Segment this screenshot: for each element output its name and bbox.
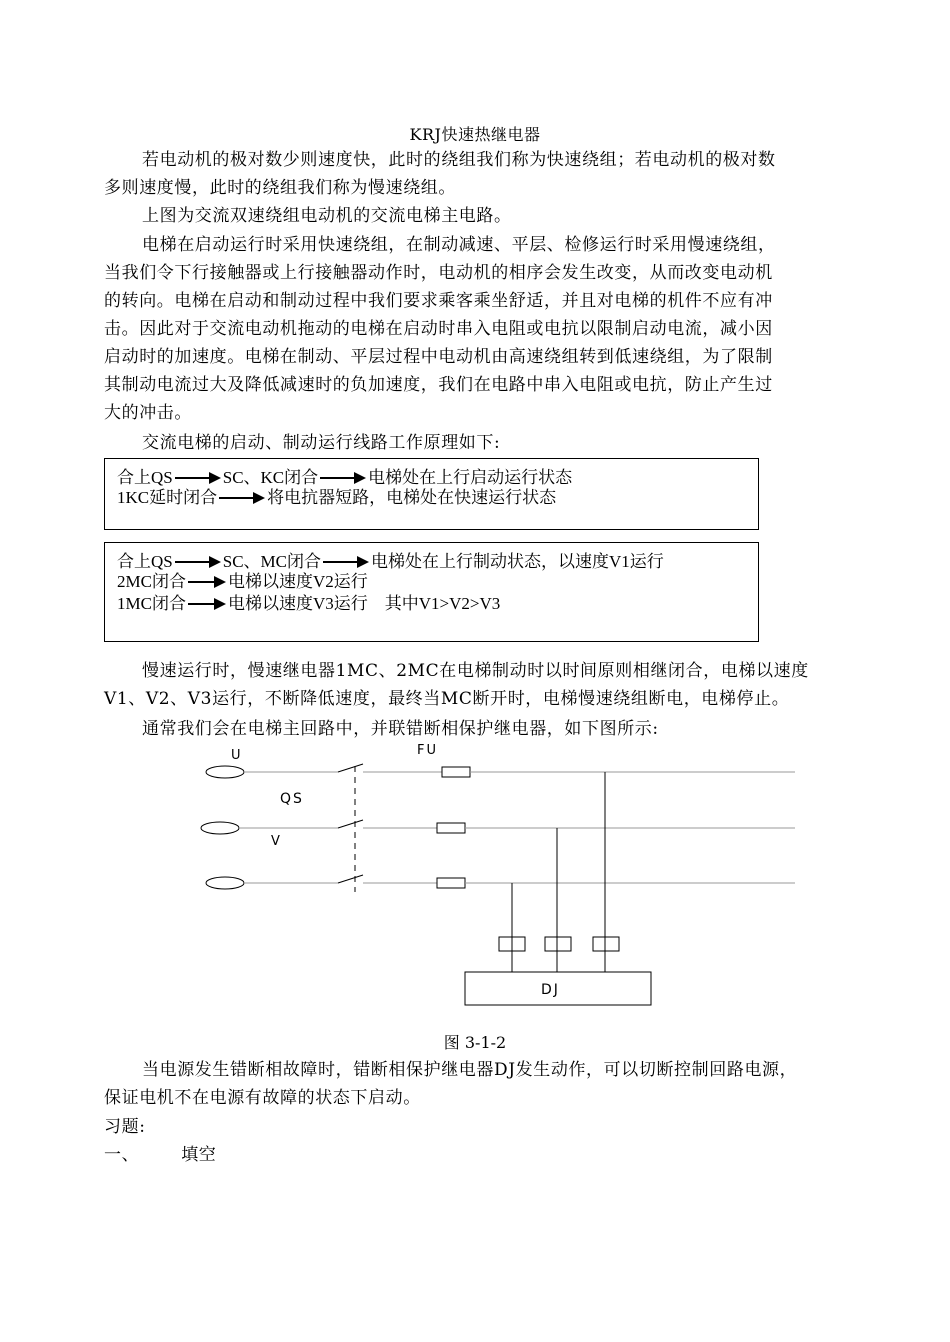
paragraph-fault-action xyxy=(104,1056,856,1112)
paragraph-phase-protection xyxy=(104,715,856,743)
paragraph-line: 通常我们会在电梯主回路中，并联错断相保护继电器，如下图所示: xyxy=(142,719,659,739)
sequence-step: 合上QS xyxy=(117,468,173,488)
protection-element xyxy=(545,937,571,951)
paragraph-line: 保证电机不在电源有故障的状态下启动。 xyxy=(104,1088,421,1108)
label-v: V xyxy=(271,834,280,849)
label-qs: QS xyxy=(280,791,304,807)
paragraph-line: 上图为交流双速绕组电动机的交流电梯主电路。 xyxy=(142,206,512,226)
paragraph-line: 若电动机的极对数少则速度快，此时的绕组我们称为快速绕组；若电动机的极对数 xyxy=(142,150,776,170)
sequence-step: SC、MC闭合 xyxy=(222,552,321,572)
paragraph-line: 的转向。电梯在启动和制动过程中我们要求乘客乘坐舒适，并且对电梯的机件不应有冲 xyxy=(104,291,773,311)
arrow-right-icon xyxy=(323,556,369,568)
paragraph-main-circuit xyxy=(104,202,856,230)
sequence-row xyxy=(117,571,368,591)
sequence-row xyxy=(117,551,664,571)
switch-blade xyxy=(338,764,363,772)
sequence-step: SC、KC闭合 xyxy=(222,468,319,488)
sequence-step: 电梯处在上行制动状态，以速度V1运行 xyxy=(370,552,664,572)
sequence-step: 电梯以速度V3运行 其中V1>V2>V3 xyxy=(227,594,501,614)
section-fill-in xyxy=(104,1141,856,1169)
terminal-w xyxy=(206,877,244,889)
sequence-row xyxy=(117,487,556,507)
switch-blade xyxy=(338,820,363,828)
paragraph-line: 当我们令下行接触器或上行接触器动作时，电动机的相序会发生改变，从而改变电动机 xyxy=(104,263,773,283)
paragraph-line: 交流电梯的启动、制动运行线路工作原理如下: xyxy=(142,433,501,453)
section-title: 填空 xyxy=(181,1145,217,1165)
fuse xyxy=(437,878,465,888)
label-dj: DJ xyxy=(541,982,560,998)
section-line xyxy=(104,1141,856,1169)
sequence-step: 2MC闭合 xyxy=(117,572,186,592)
fuse xyxy=(442,767,470,777)
phase-protection-circuit-diagram xyxy=(195,742,800,1012)
sequence-step: 电梯以速度V2运行 xyxy=(227,572,368,592)
sequence-row xyxy=(117,467,572,487)
paragraph-line: 击。因此对于交流电动机拖动的电梯在启动时串入电阻或电抗以限制启动电流，减小因 xyxy=(104,319,773,339)
startup-sequence-box xyxy=(104,458,759,530)
figure-caption: 图 3-1-2 xyxy=(443,1033,507,1052)
sequence-step: 将电抗器短路，电梯处在快速运行状态 xyxy=(267,488,557,508)
paragraph-pole-pairs xyxy=(104,146,856,202)
exercise-heading-text: 习题: xyxy=(104,1117,146,1137)
label-u: U xyxy=(231,748,242,763)
paragraph-line: 多则速度慢，此时的绕组我们称为慢速绕组。 xyxy=(104,178,456,198)
arrow-right-icon xyxy=(175,472,221,484)
sequence-step: 合上QS xyxy=(117,552,173,572)
paragraph-line: 电梯在启动运行时采用快速绕组，在制动减速、平层、检修运行时采用慢速绕组， xyxy=(142,235,776,255)
paragraph-line: 大的冲击。 xyxy=(104,403,192,423)
sequence-step: 电梯处在上行启动运行状态 xyxy=(368,468,573,488)
paragraph-slow-run xyxy=(104,657,856,713)
paragraph-line: 当电源发生错断相故障时，错断相保护继电器DJ发生动作，可以切断控制回路电源， xyxy=(142,1060,798,1080)
sequence-row xyxy=(117,593,500,613)
exercise-heading xyxy=(104,1113,856,1141)
arrow-right-icon xyxy=(175,556,221,568)
arrow-right-icon xyxy=(188,576,226,588)
arrow-right-icon xyxy=(188,598,226,610)
terminal-u xyxy=(206,766,244,778)
fuse xyxy=(437,823,465,833)
protection-element xyxy=(593,937,619,951)
page-title: KRJ快速热继电器 xyxy=(409,125,541,144)
braking-sequence-box xyxy=(104,542,759,642)
paragraph-line: V1、V2、V3运行，不断降低速度，最终当MC断开时，电梯慢速绕组断电，电梯停止。 xyxy=(104,689,790,709)
paragraph-line: 启动时的加速度。电梯在制动、平层过程中电动机由高速绕组转到低速绕组，为了限制 xyxy=(104,347,773,367)
paragraph-line: 其制动电流过大及降低减速时的负加速度，我们在电路中串入电阻或电抗，防止产生过 xyxy=(104,375,773,395)
terminal-v xyxy=(201,822,239,834)
paragraph-principle-intro xyxy=(104,429,856,457)
label-fu: FU xyxy=(417,743,438,758)
arrow-right-icon xyxy=(219,492,265,504)
paragraph-line: 慢速运行时，慢速继电器1MC、2MC在电梯制动时以时间原则相继闭合，电梯以速度 xyxy=(142,661,809,681)
arrow-right-icon xyxy=(320,472,366,484)
sequence-step: 1MC闭合 xyxy=(117,594,186,614)
switch-blade xyxy=(338,875,363,883)
paragraph-windings xyxy=(104,231,856,427)
section-number: 一、 xyxy=(104,1145,140,1165)
sequence-step: 1KC延时闭合 xyxy=(117,488,218,508)
